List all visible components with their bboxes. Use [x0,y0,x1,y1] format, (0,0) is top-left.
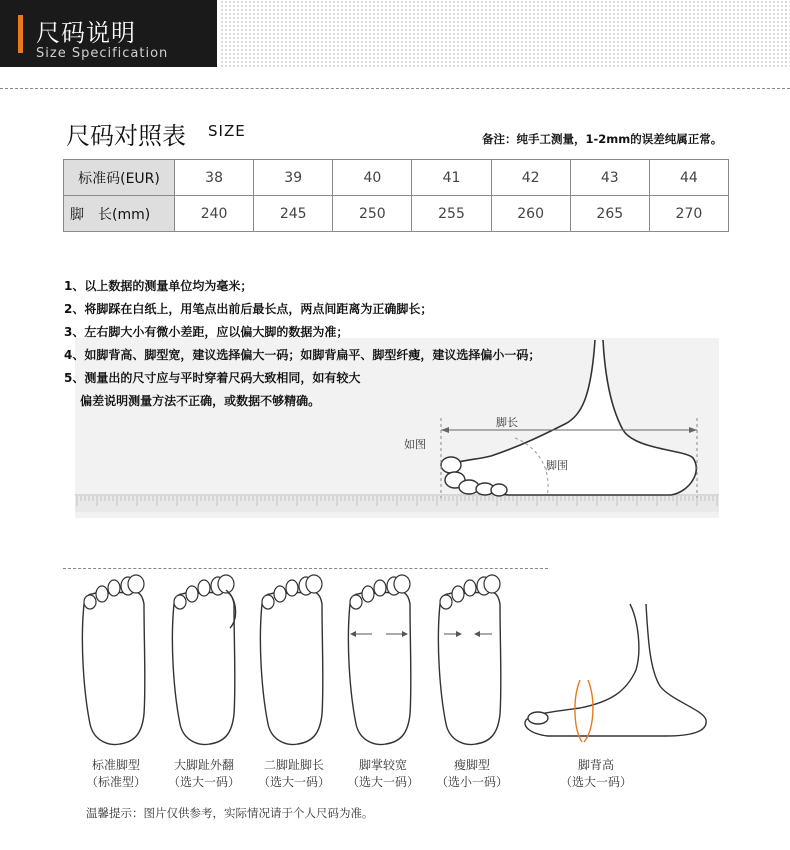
table-row-mm [64,196,729,232]
foot-type-name: 瘦脚型 [453,758,490,772]
foot-type-advice: （选大一码） [257,775,330,789]
foot-type-advice: （选小一码） [435,775,508,789]
foot-type-name: 大脚趾外翻 [173,758,234,772]
rule-item: 偏差说明测量方法不正确，或数据不够精确。 [64,394,321,408]
foot-type-name: 二脚趾脚长 [263,758,324,772]
table-cell: 260 [491,196,570,232]
foot-wide-icon [348,575,410,744]
size-table [63,159,729,232]
label-foot-length: 脚长 [496,416,518,429]
measurement-note: 备注：纯手工测量，1-2mm的误差纯属正常。 [482,132,723,146]
table-cell: 38 [175,160,254,196]
table-cell: 39 [254,160,333,196]
header-subtitle: Size Specification [36,46,169,61]
foot-standard-icon [82,575,144,744]
footer-tip: 温馨提示：图片仅供参考，实际情况请于个人尺码为准。 [86,806,374,820]
table-title-en: SIZE [208,122,246,140]
table-cell: 41 [412,160,491,196]
foot-type-caption [156,757,252,791]
table-cell: 270 [649,196,728,232]
row-label-eur: 标准码(EUR) [64,160,175,196]
accent-bar [18,15,23,53]
table-cell: 265 [570,196,649,232]
rule-item: 5、测量出的尺寸应与平时穿着尺码大致相同，如有较大 [64,371,361,385]
label-as-shown: 如图 [404,438,426,451]
table-cell: 240 [175,196,254,232]
rule-item: 2、将脚踩在白纸上，用笔点出前后最长点，两点间距离为正确脚长； [64,302,433,316]
foot-types-illustration [60,560,790,760]
measurement-rules [64,275,540,413]
foot-type-name: 标准脚型 [91,758,140,772]
table-cell: 44 [649,160,728,196]
foot-type-name: 脚背高 [577,758,614,772]
table-title: 尺码对照表 [66,122,186,150]
foot-type-name: 脚掌较宽 [358,758,407,772]
foot-type-caption [548,757,644,791]
table-cell: 245 [254,196,333,232]
table-cell: 250 [333,196,412,232]
rule-item: 3、左右脚大小有微小差距，应以偏大脚的数据为准； [64,325,349,339]
dot-pattern [220,0,790,67]
foot-type-advice: （标准型） [85,775,146,789]
rule-item: 1、以上数据的测量单位均为毫米； [64,279,253,293]
foot-bunion-icon [172,575,235,744]
foot-type-advice: （选大一码） [167,775,240,789]
divider [0,88,790,89]
section-header [0,0,217,67]
foot-long-second-toe-icon [260,575,322,744]
table-row-eur [64,160,729,196]
rule-item: 4、如脚背高、脚型宽，建议选择偏大一码；如脚背扁平、脚型纤瘦，建议选择偏小一码； [64,348,541,362]
table-cell: 42 [491,160,570,196]
foot-type-caption [68,757,164,791]
foot-type-caption [335,757,431,791]
table-cell: 40 [333,160,412,196]
table-cell: 43 [570,160,649,196]
foot-high-instep-icon [525,604,706,742]
table-cell: 255 [412,196,491,232]
foot-type-caption [424,757,520,791]
foot-type-advice: （选大一码） [346,775,419,789]
foot-type-advice: （选大一码） [559,775,632,789]
label-foot-girth: 脚围 [546,459,568,472]
foot-slim-icon [438,575,500,744]
header-title: 尺码说明 [36,19,136,47]
row-label-mm: 脚 长(mm) [64,196,175,232]
foot-type-caption [246,757,342,791]
